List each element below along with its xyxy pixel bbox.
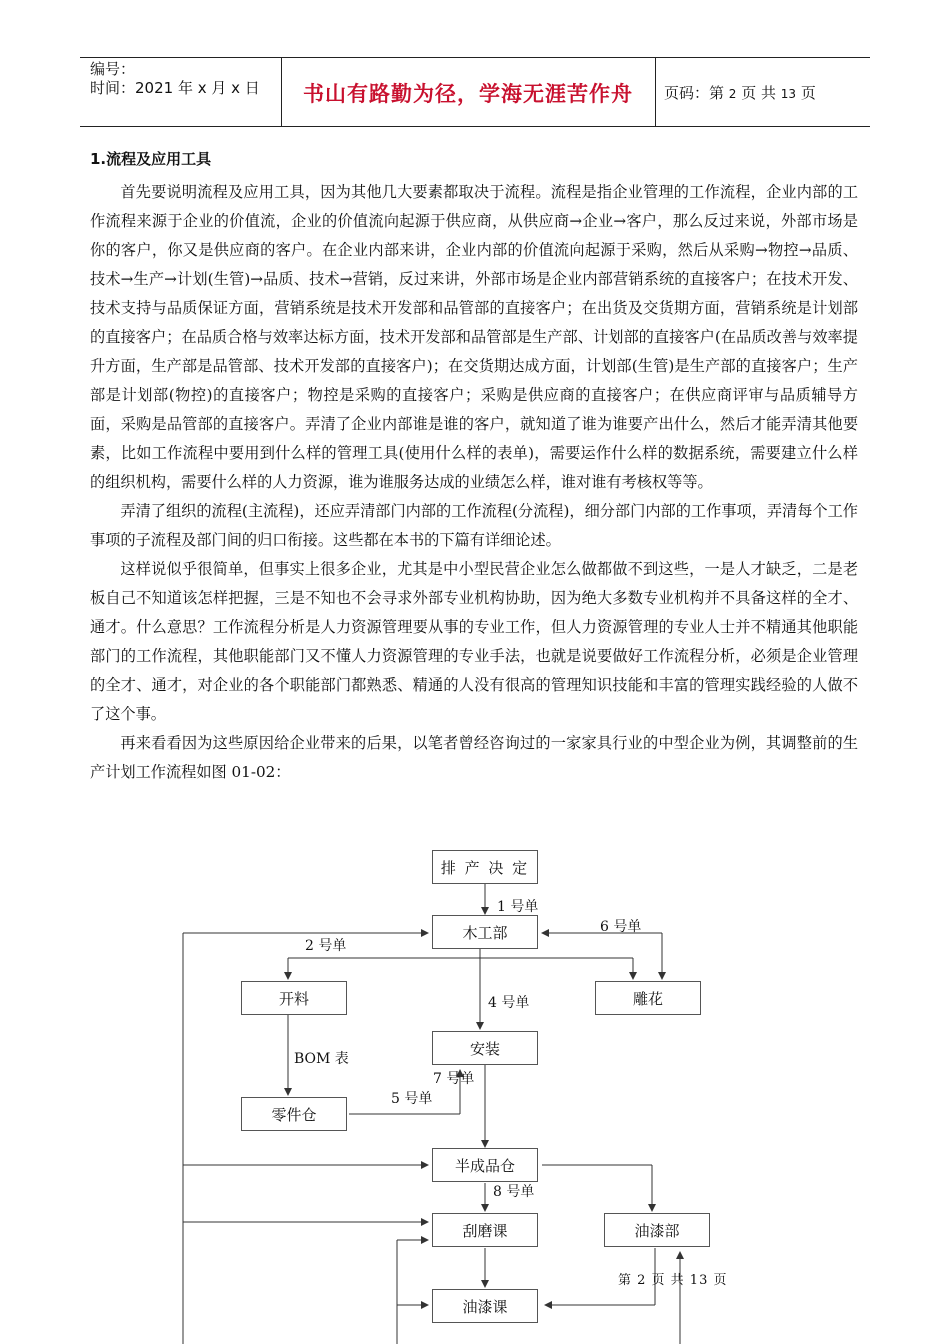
page-mid: 页 共 <box>741 84 776 102</box>
label-order-6: 6 号单 <box>600 919 642 935</box>
header-divider <box>655 58 656 126</box>
node-carving: 雕花 <box>595 981 701 1015</box>
label-bom: BOM 表 <box>294 1051 349 1067</box>
node-parts-store: 零件仓 <box>241 1097 347 1131</box>
section-heading: 1.流程及应用工具 <box>90 150 212 168</box>
label-order-8: 8 号单 <box>493 1184 535 1200</box>
production-flowchart <box>0 840 950 1344</box>
paragraph: 再来看看因为这些原因给企业带来的后果，以笔者曾经咨询过的一家家具行业的中型企业为例，其调整前的生产计划工作流程如图 01-02： <box>90 734 858 781</box>
header-motto: 书山有路勤为径，学海无涯苦作舟 <box>303 82 633 106</box>
node-woodwork-dept: 木工部 <box>432 915 538 949</box>
node-paint-dept: 油漆部 <box>604 1213 710 1247</box>
header-page-number <box>664 82 816 103</box>
page-prefix: 页码：第 <box>664 84 725 102</box>
node-semi-finished-store: 半成品仓 <box>432 1148 538 1182</box>
serial-number-label: 编号： <box>90 60 136 78</box>
page-total: 13 <box>780 87 797 101</box>
node-cutting: 开料 <box>241 981 347 1015</box>
page-suffix: 页 <box>800 84 816 102</box>
label-order-7: 7 号单 <box>433 1071 475 1087</box>
header-meta <box>90 60 280 98</box>
label-order-4: 4 号单 <box>488 995 530 1011</box>
footer-page-number: 第 2 页 共 13 页 <box>618 1273 728 1288</box>
label-order-1: 1 号单 <box>497 899 539 915</box>
page-current: 2 <box>728 87 737 101</box>
node-assembly: 安装 <box>432 1031 538 1065</box>
paragraph: 首先要说明流程及应用工具，因为其他几大要素都取决于流程。流程是指企业管理的工作流程，企业内部的工作流程来源于企业的价值流，企业的价值流向起源于供应商，从供应商→企业→客户，那么反过来说，外部市场是你的客户，你又是供应商的客户。在企业内部来讲，企业内部的价值流向起源于采购，然后从采购→物控→品质、技术→生产→计划(生管)→品质、技术→营销，反过来讲，外部市场是企业内部营销系统的直接客户；在技术开发、技术支持与品质保证方面，营销系统是技术开发部和品管部的直接客户；在出货及交货期方面，营销系统是计划部的直接客户；在品质合格与效率达标方面，技术开发部和品管部是生产部、计划部的直接客户(在品质改善与效率提升方面，生产部是品管部、技术开发部的直接客户)；在交货期达成方面，计划部(生管)是生产部的直接客户；生产部是计划部(物控)的直接客户；物控是采购的直接客户；采购是供应商的直接客户；在供应商评审与品质辅导方面，采购是品管部的直接客户。弄清了企业内部谁是谁的客户，就知道了谁为谁要产出什么，然后才能弄清其他要素，比如工作流程中要用到什么样的管理工具(使用什么样的表单)，需要运作什么样的数据系统，需要建立什么样的组织机构，需要什么样的人力资源，谁为谁服务达成的业绩怎么样，谁对谁有考核权等等。 <box>90 183 858 491</box>
node-paint-class: 油漆课 <box>432 1289 538 1323</box>
label-order-5: 5 号单 <box>391 1091 433 1107</box>
date-label: 时间：2021 年 x 月 x 日 <box>90 79 260 97</box>
node-sanding: 刮磨课 <box>432 1213 538 1247</box>
paragraph: 弄清了组织的流程(主流程)，还应弄清部门内部的工作流程(分流程)，细分部门内部的工作事项，弄清每个工作事项的子流程及部门间的归口衔接。这些都在本书的下篇有详细论述。 <box>90 502 858 549</box>
body-text <box>90 178 858 787</box>
page-header <box>80 57 870 127</box>
label-order-2: 2 号单 <box>305 938 347 954</box>
node-scheduling-decision: 排 产 决 定 <box>432 850 538 884</box>
paragraph: 这样说似乎很简单，但事实上很多企业，尤其是中小型民营企业怎么做都做不到这些，一是人才缺乏，二是老板自己不知道该怎样把握，三是不知也不会寻求外部专业机构协助，因为绝大多数专业机构并不具备这样的全才、通才。什么意思？工作流程分析是人力资源管理要从事的专业工作，但人力资源管理的专业人士并不精通其他职能部门的工作流程，其他职能部门又不懂人力资源管理的专业手法，也就是说要做好工作流程分析，必须是企业管理的全才、通才，对企业的各个职能部门都熟悉、精通的人没有很高的管理知识技能和丰富的管理实践经验的人做不了这个事。 <box>90 560 858 723</box>
